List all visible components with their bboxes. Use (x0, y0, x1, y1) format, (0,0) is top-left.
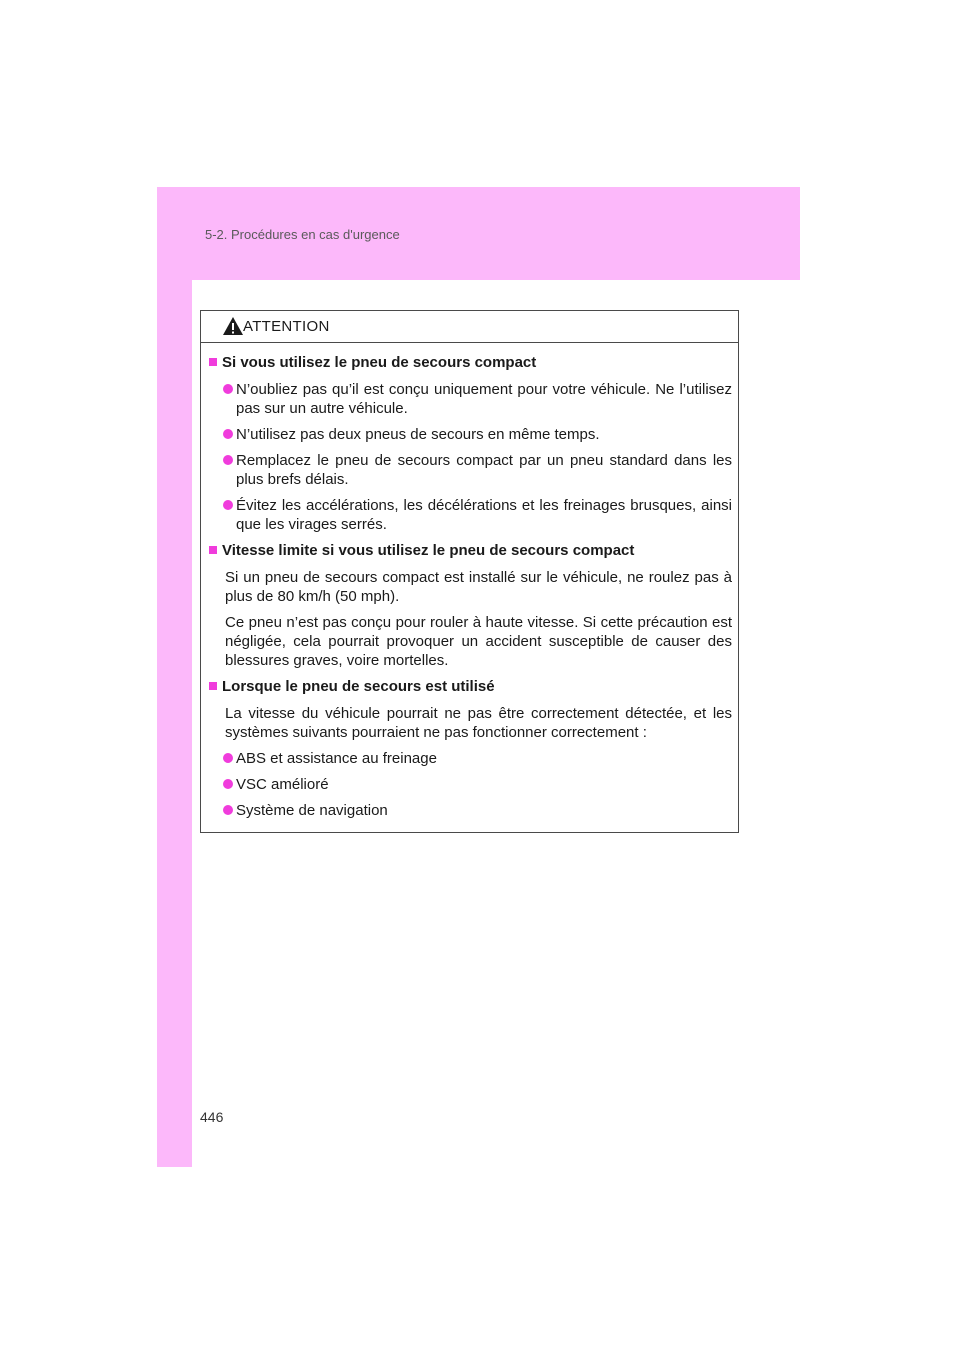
section-heading (209, 677, 732, 696)
section-title: 5-2. Procédures en cas d'urgence (205, 227, 400, 242)
list-item (223, 749, 732, 768)
list-item-text: Évitez les accélérations, les décélérations et les freinages brusques, ainsi que les virages serrés. (236, 497, 732, 533)
section-heading-text: Lorsque le pneu de secours est utilisé (222, 678, 495, 695)
warning-triangle-icon (222, 316, 244, 336)
list-item-text: ABS et assistance au freinage (236, 750, 437, 767)
page-number: 446 (200, 1109, 224, 1125)
square-bullet-icon (209, 358, 217, 366)
list-item (223, 451, 732, 489)
paragraph: Si un pneu de secours compact est installé sur le véhicule, ne roulez pas à plus de 80 km/h (50 mph). (225, 569, 732, 605)
list-item-text: Système de navigation (236, 802, 388, 819)
list-item-text: Remplacez le pneu de secours compact par un pneu standard dans les plus brefs délais. (236, 452, 732, 488)
paragraph: La vitesse du véhicule pourrait ne pas être correctement détectée, et les systèmes suivants pourraient ne pas fonctionner correctement : (225, 705, 732, 741)
list-item-text: N’utilisez pas deux pneus de secours en même temps. (236, 426, 600, 443)
section-heading (209, 353, 732, 372)
list-item (223, 380, 732, 418)
section-heading-text: Vitesse limite si vous utilisez le pneu de secours compact (222, 542, 635, 559)
circle-bullet-icon (223, 429, 233, 439)
attention-title: ATTENTION (243, 318, 330, 335)
circle-bullet-icon (223, 455, 233, 465)
section-header-band (157, 187, 800, 280)
section-heading (209, 541, 732, 560)
circle-bullet-icon (223, 500, 233, 510)
paragraph: Ce pneu n’est pas conçu pour rouler à haute vitesse. Si cette précaution est négligée, cela pourrait provoquer un accident susceptible de causer des blessures graves, voire mortelles. (225, 614, 732, 669)
attention-body (201, 343, 738, 820)
circle-bullet-icon (223, 805, 233, 815)
attention-box (200, 310, 739, 833)
list-item (223, 496, 732, 534)
side-margin-band (157, 280, 192, 1167)
section-heading-text: Si vous utilisez le pneu de secours compact (222, 354, 537, 371)
attention-header (201, 311, 738, 343)
circle-bullet-icon (223, 384, 233, 394)
square-bullet-icon (209, 682, 217, 690)
list-item (223, 425, 732, 444)
circle-bullet-icon (223, 753, 233, 763)
list-item-text: VSC amélioré (236, 776, 329, 793)
list-item (223, 801, 732, 820)
square-bullet-icon (209, 546, 217, 554)
circle-bullet-icon (223, 779, 233, 789)
list-item-text: N’oubliez pas qu’il est conçu uniquement pour votre véhicule. Ne l’utilisez pas sur un autre véhicule. (236, 381, 732, 417)
list-item (223, 775, 732, 794)
